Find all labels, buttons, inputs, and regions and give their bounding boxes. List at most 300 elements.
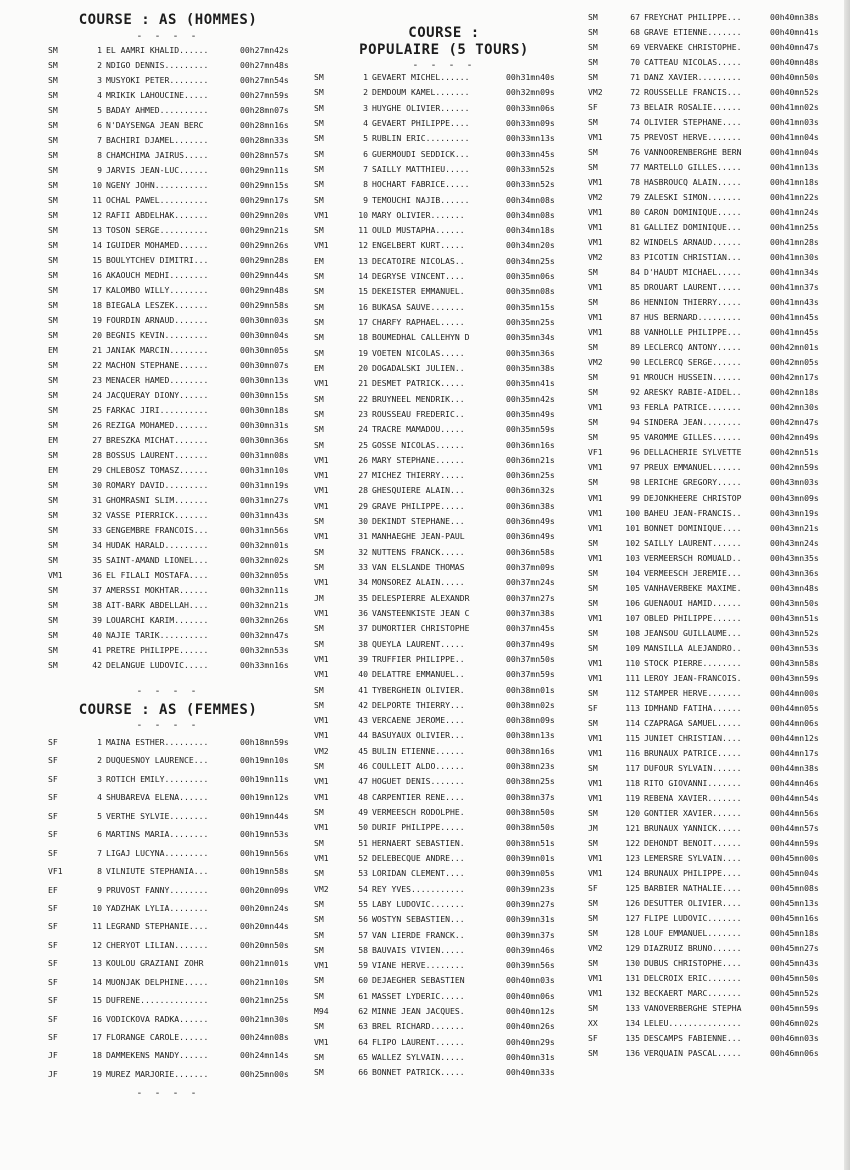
result-row [588,190,850,205]
category-cell: SF [48,995,58,1006]
result-row [588,536,850,551]
category-cell: SM [314,638,324,649]
category-cell: VM1 [588,237,603,248]
name-cell: DIAZRUIZ BRUNO...... [644,942,742,953]
time-cell: 00h27mn42s [240,45,289,55]
rank-cell: 3 [97,773,102,784]
category-cell: SM [48,255,58,265]
rank-cell: 100 [625,507,640,518]
time-cell: 00h32mn11s [240,585,289,595]
name-cell: VERTHE SYLVIE........ [106,810,209,821]
category-cell: SM [48,360,58,370]
rank-cell: 17 [358,317,368,327]
rank-cell: 58 [358,944,368,955]
rank-cell: 5 [363,133,368,144]
rank-cell: 82 [630,237,640,248]
category-cell: EM [48,345,58,355]
time-cell: 00h37mn50s [506,653,555,664]
result-row [48,1028,316,1046]
category-cell: VM1 [314,1036,329,1047]
rank-cell: 54 [358,883,368,894]
result-row [588,491,850,506]
name-cell: BEGNIS KEVIN......... [106,330,209,340]
result-row [588,611,850,626]
result-row [48,253,316,268]
title-populaire-line1: COURSE : [408,25,480,41]
result-row [588,445,850,460]
result-row [314,1019,570,1034]
rank-cell: 6 [97,829,102,840]
category-cell: SM [48,390,58,400]
category-cell: VM2 [314,745,329,756]
name-cell: ROUSSELLE FRANCIS... [644,87,742,98]
rank-cell: 123 [625,852,640,863]
name-cell: TYBERGHEIN OLIVIER. [372,684,465,695]
category-cell: SM [314,317,324,327]
category-cell: SF [48,773,58,784]
time-cell: 00h37mn59s [506,669,555,680]
category-cell: SM [314,72,324,82]
rank-cell: 40 [358,669,368,680]
result-row [588,641,850,656]
result-row [48,418,316,433]
rank-cell: 108 [625,627,640,638]
name-cell: DURIF PHILIPPE..... [372,822,465,833]
time-cell: 00h36mn58s [506,546,555,557]
time-cell: 00h33mn45s [506,148,555,159]
rank-cell: 10 [358,209,368,220]
time-cell: 00h32mn05s [240,570,289,580]
category-cell: SM [314,133,324,144]
name-cell: SAILLY LAURENT...... [644,537,742,548]
rank-cell: 31 [358,531,368,542]
time-cell: 00h32mn21s [240,600,289,610]
rank-cell: 129 [625,942,640,953]
category-cell: VM1 [314,669,329,680]
rank-cell: 2 [97,60,102,70]
category-cell: VM2 [588,942,603,953]
name-cell: DESCAMPS FABIENNE... [644,1033,742,1044]
rank-cell: 105 [625,582,640,593]
time-cell: 00h41mn37s [770,282,819,293]
name-cell: BONNET DOMINIQUE.... [644,522,742,533]
category-cell: SM [588,687,598,698]
result-row [48,163,316,178]
rank-cell: 40 [92,630,102,640]
category-cell: SM [588,27,598,38]
result-row [314,943,570,958]
category-cell: SM [314,87,324,98]
name-cell: BOUMEDHAL CALLEHYN D [372,332,470,343]
category-cell: VM1 [588,552,603,563]
time-cell: 00h39mn46s [506,944,555,955]
result-row [48,553,316,568]
category-cell: SF [48,939,58,950]
name-cell: FLIPE LUDOVIC....... [644,912,742,923]
time-cell: 00h41mn34s [770,267,819,278]
time-cell: 00h30mn04s [240,330,289,340]
name-cell: GHESQUIERE ALAIN... [372,485,465,496]
category-cell: SM [314,301,324,312]
category-cell: SM [314,623,324,634]
rank-cell: 9 [97,884,102,895]
time-cell: 00h35mn08s [506,286,555,297]
rank-cell: 24 [358,424,368,435]
time-cell: 00h30mn07s [240,360,289,370]
category-cell: SM [48,210,58,220]
result-row [588,806,850,821]
result-row [314,483,570,498]
category-cell: SM [48,150,58,160]
category-cell: EM [48,435,58,445]
result-row [314,575,570,590]
name-cell: AMERSSI MOKHTAR...... [106,585,209,595]
name-cell: DUQUESNOY LAURENCE... [106,755,209,766]
rank-cell: 102 [625,537,640,548]
rank-cell: 44 [358,730,368,741]
result-row [48,223,316,238]
name-cell: FOURDIN ARNAUD....... [106,315,209,325]
time-cell: 00h38mn16s [506,745,555,756]
time-cell: 00h43mn51s [770,612,819,623]
category-cell: VM1 [588,747,603,758]
result-row [314,499,570,514]
result-row [314,652,570,667]
time-cell: 00h41mn18s [770,177,819,188]
time-cell: 00h32mn53s [240,645,289,655]
category-cell: SM [314,944,324,955]
time-cell: 00h28mn07s [240,105,289,115]
time-cell: 00h43mn09s [770,492,819,503]
category-cell: SM [314,546,324,557]
rank-cell: 11 [92,195,102,205]
result-row [588,10,850,25]
category-cell: SM [48,375,58,385]
time-cell: 00h38mn25s [506,776,555,787]
result-row [314,744,570,759]
result-row [588,776,850,791]
rank-cell: 38 [92,600,102,610]
name-cell: CATTEAU NICOLAS..... [644,57,742,68]
name-cell: DECATOIRE NICOLAS.. [372,255,465,266]
time-cell: 00h35mn59s [506,424,555,435]
time-cell: 00h30mn18s [240,405,289,415]
rank-cell: 5 [97,810,102,821]
rank-cell: 126 [625,897,640,908]
category-cell: SM [314,1067,324,1078]
separator: - - - - [136,720,200,731]
time-cell: 00h40mn48s [770,57,819,68]
result-row [588,70,850,85]
time-cell: 00h44mn06s [770,717,819,728]
rank-cell: 12 [92,939,102,950]
name-cell: VAN LIERDE FRANCK.. [372,929,465,940]
category-cell: VM1 [588,222,603,233]
result-row [48,88,316,103]
category-cell: VM1 [588,462,603,473]
name-cell: HASBROUCQ ALAIN..... [644,177,742,188]
name-cell: BOSSUS LAURENT....... [106,450,209,460]
result-row [588,85,850,100]
result-row [314,667,570,682]
time-cell: 00h40mn06s [506,990,555,1001]
result-row [588,280,850,295]
time-cell: 00h32mn01s [240,540,289,550]
rank-cell: 16 [92,270,102,280]
result-row [314,836,570,851]
category-cell: JM [588,822,598,833]
result-row [48,917,316,935]
category-cell: SM [588,927,598,938]
name-cell: MARY OLIVIER....... [372,209,465,220]
category-cell: SM [48,180,58,190]
name-cell: HOGUET DENIS....... [372,776,465,787]
name-cell: BACHIRI DJAMEL....... [106,135,209,145]
time-cell: 00h44mn05s [770,702,819,713]
name-cell: LERICHE GREGORY..... [644,477,742,488]
category-cell: SM [48,540,58,550]
time-cell: 00h42mn51s [770,447,819,458]
time-cell: 00h30mn31s [240,420,289,430]
category-cell: SM [314,393,324,404]
category-cell: SM [588,642,598,653]
name-cell: HUS BERNARD......... [644,312,742,323]
time-cell: 00h40mn12s [506,1006,555,1017]
category-cell: VM1 [588,132,603,143]
result-row [48,733,316,751]
time-cell: 00h40mn33s [506,1067,555,1078]
name-cell: IGUIDER MOHAMED...... [106,240,209,250]
time-cell: 00h45mn00s [770,852,819,863]
time-cell: 00h24mn08s [240,1032,289,1042]
name-cell: BELAIR ROSALIE...... [644,102,742,113]
name-cell: DUFOUR SYLVAIN...... [644,762,742,773]
result-row [314,85,570,100]
result-row [314,376,570,391]
name-cell: VERCAENE JEROME.... [372,715,465,726]
name-cell: MICHEZ THIERRY..... [372,470,465,481]
time-cell: 00h38mn09s [506,715,555,726]
rank-cell: 9 [97,165,102,175]
rank-cell: 56 [358,914,368,925]
time-cell: 00h29mn26s [240,240,289,250]
category-cell: SM [48,555,58,565]
time-cell: 00h29mn15s [240,180,289,190]
rank-cell: 34 [92,540,102,550]
name-cell: TOSON SERGE.......... [106,225,209,235]
result-row [314,529,570,544]
category-cell: SM [48,645,58,655]
time-cell: 00h31mn56s [240,525,289,535]
rank-cell: 79 [630,192,640,203]
result-row [588,1046,850,1061]
result-row [314,422,570,437]
result-row [588,746,850,761]
category-cell: SM [588,897,598,908]
name-cell: LEROY JEAN-FRANCOIS. [644,672,742,683]
category-cell: VM1 [588,672,603,683]
name-cell: VOETEN NICOLAS..... [372,347,465,358]
result-row [588,160,850,175]
name-cell: LORIDAN CLEMENT.... [372,868,465,879]
rank-cell: 29 [92,465,102,475]
rank-cell: 45 [358,745,368,756]
result-row [588,971,850,986]
name-cell: NDIGO DENNIS......... [106,60,209,70]
time-cell: 00h36mn21s [506,454,555,465]
time-cell: 00h34mn08s [506,209,555,220]
category-cell: SM [48,600,58,610]
time-cell: 00h44mn38s [770,762,819,773]
rank-cell: 19 [92,1068,102,1079]
name-cell: BRUNAUX PATRICE..... [644,747,742,758]
result-row [588,626,850,641]
time-cell: 00h34mn20s [506,240,555,251]
rank-cell: 92 [630,387,640,398]
time-cell: 00h43mn36s [770,567,819,578]
name-cell: BRUNAUX PHILIPPE.... [644,867,742,878]
category-cell: SM [588,1048,598,1059]
rank-cell: 118 [625,777,640,788]
category-cell: SM [314,439,324,450]
time-cell: 00h28mn57s [240,150,289,160]
name-cell: VILNIUTE STEPHANIA... [106,866,209,877]
rank-cell: 19 [92,315,102,325]
time-cell: 00h37mn27s [506,592,555,603]
time-cell: 00h29mn44s [240,270,289,280]
time-cell: 00h19mn11s [240,773,289,784]
result-row [314,759,570,774]
name-cell: DELEBECQUE ANDRE... [372,852,465,863]
time-cell: 00h37mn45s [506,623,555,634]
rank-cell: 39 [358,653,368,664]
rank-cell: 52 [358,852,368,863]
rank-cell: 48 [358,791,368,802]
result-row [588,40,850,55]
rank-cell: 61 [358,990,368,1001]
category-cell: VM2 [588,192,603,203]
rank-cell: 36 [92,570,102,580]
result-row [588,551,850,566]
time-cell: 00h31mn40s [506,72,555,82]
time-cell: 00h24mn14s [240,1050,289,1061]
category-cell: VM1 [314,776,329,787]
result-row [588,250,850,265]
name-cell: MANSILLA ALEJANDRO.. [644,642,742,653]
name-cell: FREYCHAT PHILIPPE... [644,12,742,22]
name-cell: MUSYOKI PETER........ [106,75,209,85]
time-cell: 00h35mn36s [506,347,555,358]
result-row [48,478,316,493]
result-row [314,606,570,621]
rank-cell: 3 [363,102,368,113]
category-cell: SM [48,315,58,325]
result-row [314,361,570,376]
rank-cell: 75 [630,132,640,143]
time-cell: 00h30mn36s [240,435,289,445]
result-row [48,788,316,806]
name-cell: HENNION THIERRY..... [644,297,742,308]
time-cell: 00h33mn13s [506,133,555,144]
result-row [48,283,316,298]
result-row [588,265,850,280]
category-cell: SF [48,1032,58,1042]
rank-cell: 25 [358,439,368,450]
category-cell: VM1 [314,791,329,802]
rank-cell: 120 [625,807,640,818]
category-cell: VM1 [588,867,603,878]
rank-cell: 14 [92,240,102,250]
time-cell: 00h44mn56s [770,807,819,818]
name-cell: SAINT-AMAND LIONEL... [106,555,209,565]
rank-cell: 94 [630,417,640,428]
name-cell: BULIN ETIENNE...... [372,745,465,756]
category-cell: SM [588,762,598,773]
result-row [588,761,850,776]
time-cell: 00h41mn03s [770,117,819,128]
result-row [314,851,570,866]
result-row [48,991,316,1009]
time-cell: 00h43mn50s [770,597,819,608]
name-cell: DUBUS CHRISTOPHE.... [644,957,742,968]
result-row [588,340,850,355]
rank-cell: 4 [97,90,102,100]
category-cell: SM [314,117,324,128]
category-cell: VM1 [588,327,603,338]
rank-cell: 72 [630,87,640,98]
rank-cell: 18 [358,332,368,343]
category-cell: SM [48,615,58,625]
result-row [48,954,316,972]
category-cell: EM [314,362,324,373]
name-cell: ROMARY DAVID......... [106,480,209,490]
result-row [314,284,570,299]
category-cell: VM2 [588,357,603,368]
category-cell: SM [314,424,324,435]
rank-cell: 5 [97,105,102,115]
rank-cell: 114 [625,717,640,728]
name-cell: BONNET PATRICK..... [372,1067,465,1078]
category-cell: SF [48,902,58,913]
rank-cell: 14 [358,271,368,282]
time-cell: 00h29mn48s [240,285,289,295]
category-cell: SM [588,537,598,548]
rank-cell: 63 [358,1021,368,1032]
result-row [588,100,850,115]
result-row [588,866,850,881]
category-cell: SM [314,408,324,419]
name-cell: VANHAVERBEKE MAXIME. [644,582,742,593]
name-cell: DEGRYSE VINCENT.... [372,271,465,282]
name-cell: BUKASA SAUVE....... [372,301,465,312]
time-cell: 00h27mn59s [240,90,289,100]
result-row [588,175,850,190]
category-cell: SF [48,1013,58,1024]
category-cell: SF [588,102,598,113]
time-cell: 00h21mn10s [240,976,289,987]
time-cell: 00h36mn38s [506,500,555,511]
time-cell: 00h45mn16s [770,912,819,923]
category-cell: VM1 [314,531,329,542]
results-list-populaire-1 [314,70,570,1081]
time-cell: 00h38mn23s [506,761,555,772]
result-row [48,936,316,954]
category-cell: XX [588,1018,598,1029]
rank-cell: 26 [358,454,368,465]
name-cell: MACHON STEPHANE...... [106,360,209,370]
time-cell: 00h37mn09s [506,562,555,572]
category-cell: EM [48,465,58,475]
